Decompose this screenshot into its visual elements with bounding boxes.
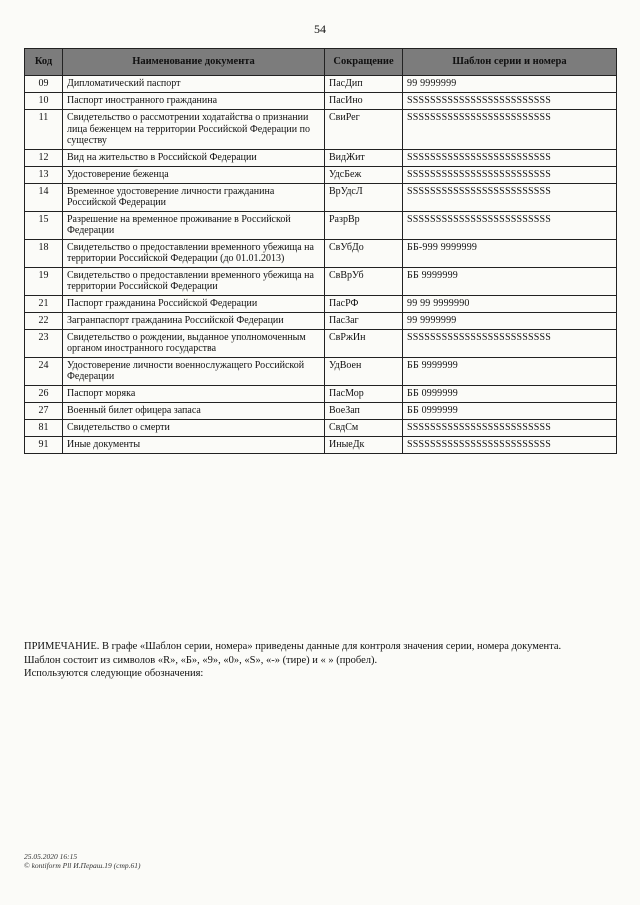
abbr-cell: ВрУдсЛ	[325, 183, 403, 211]
name-cell: Иные документы	[63, 436, 325, 453]
abbr-cell: СвиРег	[325, 110, 403, 150]
code-cell: 13	[25, 166, 63, 183]
pattern-cell: SSSSSSSSSSSSSSSSSSSSSSSSS	[403, 93, 617, 110]
abbr-cell: УдВоен	[325, 357, 403, 385]
name-cell: Паспорт моряка	[63, 385, 325, 402]
code-cell: 18	[25, 239, 63, 267]
name-cell: Свидетельство о предоставлении временного убежища на территории Российской Федерации	[63, 267, 325, 295]
table-row	[25, 183, 617, 211]
name-cell: Свидетельство о рассмотрении ходатайства о признании лица беженцем на территории Российской Федерации по существу	[63, 110, 325, 150]
header-abbreviation: Сокращение	[325, 49, 403, 76]
pattern-cell: 99 9999999	[403, 312, 617, 329]
name-cell: Удостоверение беженца	[63, 166, 325, 183]
code-cell: 81	[25, 419, 63, 436]
code-cell: 15	[25, 211, 63, 239]
code-cell: 14	[25, 183, 63, 211]
table-row	[25, 149, 617, 166]
pattern-cell: SSSSSSSSSSSSSSSSSSSSSSSSS	[403, 149, 617, 166]
code-cell: 27	[25, 402, 63, 419]
table-row	[25, 329, 617, 357]
pattern-cell: 99 9999999	[403, 76, 617, 93]
name-cell: Разрешение на временное проживание в Российской Федерации	[63, 211, 325, 239]
code-cell: 22	[25, 312, 63, 329]
pattern-cell: SSSSSSSSSSSSSSSSSSSSSSSSS	[403, 329, 617, 357]
code-cell: 24	[25, 357, 63, 385]
code-cell: 12	[25, 149, 63, 166]
name-cell: Свидетельство о смерти	[63, 419, 325, 436]
table-row	[25, 385, 617, 402]
note-line: ПРИМЕЧАНИЕ. В графе «Шаблон серии, номера» приведены данные для контроля значения серии, номера документа.	[24, 641, 562, 652]
code-cell: 21	[25, 295, 63, 312]
abbr-cell: ИныеДк	[325, 436, 403, 453]
pattern-cell: 99 99 9999990	[403, 295, 617, 312]
pattern-cell: SSSSSSSSSSSSSSSSSSSSSSSSS	[403, 419, 617, 436]
abbr-cell: СвдСм	[325, 419, 403, 436]
name-cell: Вид на жительство в Российской Федерации	[63, 149, 325, 166]
table-row	[25, 239, 617, 267]
code-cell: 26	[25, 385, 63, 402]
pattern-cell: ББ 0999999	[403, 385, 617, 402]
abbr-cell: ВоеЗап	[325, 402, 403, 419]
code-cell: 23	[25, 329, 63, 357]
pattern-cell: SSSSSSSSSSSSSSSSSSSSSSSSS	[403, 110, 617, 150]
abbr-cell: УдсБеж	[325, 166, 403, 183]
pattern-cell: ББ 9999999	[403, 267, 617, 295]
name-cell: Военный билет офицера запаса	[63, 402, 325, 419]
table-body	[25, 76, 617, 454]
abbr-cell: СвВрУб	[325, 267, 403, 295]
abbr-cell: СвУбДо	[325, 239, 403, 267]
header-code: Код	[25, 49, 63, 76]
abbr-cell: ПасМор	[325, 385, 403, 402]
table-row	[25, 76, 617, 93]
code-cell: 09	[25, 76, 63, 93]
table-row	[25, 419, 617, 436]
footer-stamp	[24, 852, 141, 871]
name-cell: Паспорт гражданина Российской Федерации	[63, 295, 325, 312]
page-number: 54	[314, 22, 326, 36]
table-row	[25, 295, 617, 312]
name-cell: Удостоверение личности военнослужащего Российской Федерации	[63, 357, 325, 385]
table-row	[25, 436, 617, 453]
table-row	[25, 402, 617, 419]
abbr-cell: ПасРФ	[325, 295, 403, 312]
abbr-cell: ПасДип	[325, 76, 403, 93]
abbr-cell: РазрВр	[325, 211, 403, 239]
name-cell: Свидетельство о рождении, выданное уполномоченным органом иностранного государства	[63, 329, 325, 357]
pattern-cell: SSSSSSSSSSSSSSSSSSSSSSSSS	[403, 166, 617, 183]
pattern-cell: SSSSSSSSSSSSSSSSSSSSSSSSS	[403, 436, 617, 453]
name-cell: Загранпаспорт гражданина Российской Федерации	[63, 312, 325, 329]
table-row	[25, 267, 617, 295]
table-row	[25, 357, 617, 385]
pattern-cell: ББ 0999999	[403, 402, 617, 419]
code-cell: 11	[25, 110, 63, 150]
name-cell: Свидетельство о предоставлении временного убежища на территории Российской Федерации (до 01.01.2013)	[63, 239, 325, 267]
table-row	[25, 211, 617, 239]
header-pattern: Шаблон серии и номера	[403, 49, 617, 76]
abbr-cell: ПасИно	[325, 93, 403, 110]
pattern-cell: SSSSSSSSSSSSSSSSSSSSSSSSS	[403, 211, 617, 239]
pattern-cell: SSSSSSSSSSSSSSSSSSSSSSSSS	[403, 183, 617, 211]
note-line: Шаблон состоит из символов «R», «Б», «9», «0», «S», «-» (тире) и « » (пробел).	[24, 654, 378, 666]
name-cell: Дипломатический паспорт	[63, 76, 325, 93]
table-row	[25, 93, 617, 110]
table-row	[25, 110, 617, 150]
code-cell: 10	[25, 93, 63, 110]
code-cell: 19	[25, 267, 63, 295]
notes-block	[24, 640, 616, 681]
abbr-cell: ВидЖит	[325, 149, 403, 166]
abbr-cell: ПасЗаг	[325, 312, 403, 329]
footer-source: © kontiform Pll И.Пераш.19 (стр.61)	[24, 861, 141, 871]
document-codes-table	[24, 48, 617, 454]
code-cell: 91	[25, 436, 63, 453]
name-cell: Временное удостоверение личности гражданина Российской Федерации	[63, 183, 325, 211]
header-document-name: Наименование документа	[63, 49, 325, 76]
note-line: Используются следующие обозначения:	[24, 668, 204, 680]
pattern-cell: ББ-999 9999999	[403, 239, 617, 267]
table-row	[25, 166, 617, 183]
abbr-cell: СвРжИн	[325, 329, 403, 357]
table-row	[25, 312, 617, 329]
name-cell: Паспорт иностранного гражданина	[63, 93, 325, 110]
pattern-cell: ББ 9999999	[403, 357, 617, 385]
footer-timestamp: 25.05.2020 16:15	[24, 852, 78, 861]
table-header-row	[25, 49, 617, 76]
